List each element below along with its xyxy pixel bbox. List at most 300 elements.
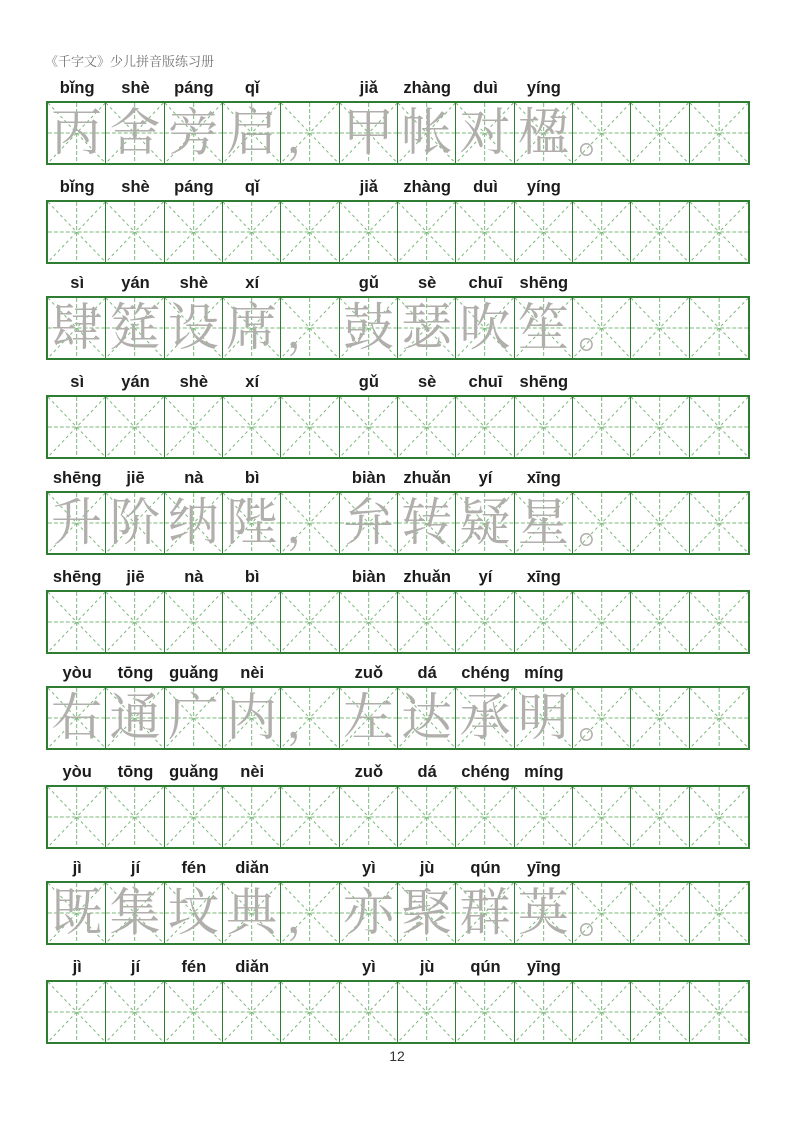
mi-grid-guide-lines xyxy=(165,883,222,943)
pinyin-syllable: jí xyxy=(130,859,141,877)
empty-cell xyxy=(690,103,748,163)
pinyin-syllable: qǐ xyxy=(244,79,260,97)
mi-grid-guide-lines xyxy=(106,982,163,1042)
pinyin-syllable: biàn xyxy=(351,469,386,487)
pinyin-syllable: dá xyxy=(417,763,437,781)
trace-character: 阶 xyxy=(109,493,161,553)
write-cell xyxy=(690,787,748,847)
trace-cell xyxy=(106,883,164,943)
mi-grid-guide-lines xyxy=(690,202,748,262)
pinyin-syllable: dá xyxy=(417,664,437,682)
pinyin-syllable: biàn xyxy=(351,568,386,586)
mi-grid-guide-lines xyxy=(398,202,455,262)
pinyin-syllable: yīng xyxy=(526,859,561,877)
trace-cell xyxy=(165,493,223,553)
mi-grid-guide-lines xyxy=(515,103,572,163)
trace-cell xyxy=(573,298,631,358)
mi-grid-guide-lines xyxy=(690,787,748,847)
mi-grid-guide-lines xyxy=(515,298,572,358)
write-cell xyxy=(281,982,339,1042)
mi-grid-guide-lines xyxy=(573,103,630,163)
mi-grid-guide-lines xyxy=(48,103,105,163)
trace-character: 英 xyxy=(517,883,569,943)
mi-grid-guide-lines xyxy=(398,787,455,847)
pinyin-row xyxy=(48,468,748,488)
pinyin-syllable: shè xyxy=(179,274,209,292)
mi-grid-guide-lines xyxy=(223,592,280,652)
pinyin-syllable: míng xyxy=(524,664,564,682)
mi-grid-guide-lines xyxy=(631,493,688,553)
trace-cell xyxy=(106,688,164,748)
mi-grid-guide-lines xyxy=(456,982,513,1042)
pinyin-syllable: páng xyxy=(174,178,214,196)
mi-grid-guide-lines xyxy=(106,202,163,262)
pinyin-row xyxy=(48,762,748,782)
mi-grid-guide-lines xyxy=(515,982,572,1042)
practice-sections xyxy=(48,78,748,1053)
trace-cell xyxy=(398,688,456,748)
trace-cell xyxy=(573,103,631,163)
mi-grid-guide-lines xyxy=(281,103,338,163)
mi-grid-guide-lines xyxy=(165,493,222,553)
trace-punctuation: 。 xyxy=(577,499,624,553)
mi-grid-guide-lines xyxy=(281,493,338,553)
trace-cell xyxy=(340,103,398,163)
mi-grid-guide-lines xyxy=(456,103,513,163)
write-cell xyxy=(340,982,398,1042)
pinyin-syllable: xīng xyxy=(526,568,561,586)
trace-character: 亦 xyxy=(342,883,394,943)
mi-grid-guide-lines xyxy=(165,103,222,163)
trace-character: 升 xyxy=(51,493,103,553)
pinyin-syllable: nà xyxy=(184,469,204,487)
write-cell xyxy=(515,982,573,1042)
pinyin-syllable: gǔ xyxy=(358,373,379,391)
trace-character: 筵 xyxy=(109,298,161,358)
pinyin-syllable: jiē xyxy=(126,469,145,487)
mi-grid-guide-lines xyxy=(631,592,688,652)
trace-grid-row xyxy=(46,686,750,750)
pinyin-syllable: sì xyxy=(70,274,85,292)
trace-cell xyxy=(223,688,281,748)
mi-grid-guide-lines xyxy=(631,883,688,943)
mi-grid-guide-lines xyxy=(690,298,748,358)
empty-cell xyxy=(690,688,748,748)
mi-grid-guide-lines xyxy=(398,298,455,358)
pinyin-syllable: bǐng xyxy=(59,178,95,196)
trace-cell xyxy=(165,883,223,943)
trace-character: 吹 xyxy=(459,298,511,358)
pinyin-syllable: yíng xyxy=(526,178,561,196)
mi-grid-guide-lines xyxy=(456,787,513,847)
trace-cell xyxy=(281,298,339,358)
trace-cell xyxy=(281,688,339,748)
pinyin-row xyxy=(48,177,748,197)
pinyin-syllable: jì xyxy=(72,859,82,877)
mi-grid-guide-lines xyxy=(515,397,572,457)
trace-punctuation: ， xyxy=(286,889,333,943)
write-cell xyxy=(456,982,514,1042)
mi-grid-guide-lines xyxy=(340,202,397,262)
pinyin-syllable: shēng xyxy=(52,469,102,487)
mi-grid-guide-lines xyxy=(690,982,748,1042)
pinyin-syllable: sì xyxy=(70,373,85,391)
mi-grid-guide-lines xyxy=(398,883,455,943)
trace-cell xyxy=(456,298,514,358)
pinyin-syllable: sè xyxy=(417,373,437,391)
trace-punctuation: 。 xyxy=(577,889,624,943)
empty-cell xyxy=(690,493,748,553)
empty-cell xyxy=(631,688,689,748)
write-cell xyxy=(340,202,398,262)
pinyin-row xyxy=(48,567,748,587)
mi-grid-guide-lines xyxy=(223,493,280,553)
trace-character: 对 xyxy=(459,103,511,163)
write-cell xyxy=(398,397,456,457)
mi-grid-guide-lines xyxy=(573,883,630,943)
pinyin-syllable: duì xyxy=(473,79,498,97)
trace-character: 肆 xyxy=(51,298,103,358)
mi-grid-guide-lines xyxy=(631,103,688,163)
write-cell xyxy=(223,397,281,457)
pinyin-syllable: jí xyxy=(130,958,141,976)
write-cell xyxy=(690,592,748,652)
write-cell xyxy=(281,397,339,457)
pinyin-syllable: shēng xyxy=(519,373,569,391)
pinyin-syllable: shè xyxy=(121,178,150,196)
mi-grid-guide-lines xyxy=(690,493,748,553)
write-cell xyxy=(281,202,339,262)
trace-character: 通 xyxy=(109,688,161,748)
mi-grid-guide-lines xyxy=(223,688,280,748)
mi-grid-guide-lines xyxy=(690,883,748,943)
trace-character: 群 xyxy=(459,883,511,943)
mi-grid-guide-lines xyxy=(281,202,338,262)
write-cell xyxy=(515,202,573,262)
trace-character: 疑 xyxy=(459,493,511,553)
trace-cell xyxy=(398,883,456,943)
mi-grid-guide-lines xyxy=(165,592,222,652)
pinyin-row xyxy=(48,78,748,98)
write-cell xyxy=(165,397,223,457)
write-cell xyxy=(223,202,281,262)
write-cell xyxy=(631,202,689,262)
trace-character: 弁 xyxy=(342,493,394,553)
trace-cell xyxy=(48,298,106,358)
mi-grid-guide-lines xyxy=(281,883,338,943)
pinyin-syllable: yīng xyxy=(526,958,561,976)
trace-cell xyxy=(340,493,398,553)
pinyin-row xyxy=(48,663,748,683)
pinyin-syllable: fén xyxy=(181,859,207,877)
pinyin-syllable: chuī xyxy=(468,274,503,292)
mi-grid-guide-lines xyxy=(281,787,338,847)
trace-character: 帐 xyxy=(401,103,453,163)
pinyin-syllable: shè xyxy=(179,373,209,391)
trace-character: 集 xyxy=(109,883,161,943)
pinyin-syllable: zhàng xyxy=(403,79,451,97)
mi-grid-guide-lines xyxy=(515,202,572,262)
pinyin-syllable: fén xyxy=(181,958,207,976)
mi-grid-guide-lines xyxy=(106,493,163,553)
write-cell xyxy=(48,397,106,457)
mi-grid-guide-lines xyxy=(165,298,222,358)
mi-grid-guide-lines xyxy=(340,982,397,1042)
mi-grid-guide-lines xyxy=(398,592,455,652)
trace-cell xyxy=(106,103,164,163)
write-cell xyxy=(631,592,689,652)
write-cell xyxy=(340,397,398,457)
trace-cell xyxy=(48,103,106,163)
mi-grid-guide-lines xyxy=(515,592,572,652)
trace-cell xyxy=(456,883,514,943)
pinyin-syllable: xīng xyxy=(526,469,561,487)
trace-character: 瑟 xyxy=(401,298,453,358)
mi-grid-guide-lines xyxy=(573,982,630,1042)
write-cell xyxy=(398,982,456,1042)
write-cell xyxy=(515,592,573,652)
empty-cell xyxy=(690,298,748,358)
trace-cell xyxy=(515,688,573,748)
mi-grid-guide-lines xyxy=(573,298,630,358)
trace-character: 笙 xyxy=(517,298,569,358)
mi-grid-guide-lines xyxy=(48,592,105,652)
write-cell xyxy=(106,592,164,652)
empty-cell xyxy=(690,883,748,943)
mi-grid-guide-lines xyxy=(223,982,280,1042)
mi-grid-guide-lines xyxy=(106,688,163,748)
trace-character: 旁 xyxy=(167,103,219,163)
mi-grid-guide-lines xyxy=(223,397,280,457)
trace-punctuation: ， xyxy=(286,109,333,163)
mi-grid-guide-lines xyxy=(398,493,455,553)
pinyin-syllable: shēng xyxy=(52,568,102,586)
trace-cell xyxy=(573,493,631,553)
write-cell xyxy=(631,397,689,457)
pinyin-syllable: jì xyxy=(72,958,82,976)
trace-cell xyxy=(165,103,223,163)
pinyin-syllable: zhàng xyxy=(403,178,451,196)
trace-cell xyxy=(281,103,339,163)
write-cell xyxy=(573,592,631,652)
pinyin-syllable: sè xyxy=(417,274,437,292)
mi-grid-guide-lines xyxy=(515,688,572,748)
blank-practice-grid-row xyxy=(46,395,750,459)
mi-grid-guide-lines xyxy=(165,787,222,847)
mi-grid-guide-lines xyxy=(398,103,455,163)
trace-character: 纳 xyxy=(167,493,219,553)
mi-grid-guide-lines xyxy=(690,103,748,163)
pinyin-syllable: xí xyxy=(245,373,260,391)
mi-grid-guide-lines xyxy=(48,982,105,1042)
mi-grid-guide-lines xyxy=(631,298,688,358)
mi-grid-guide-lines xyxy=(631,688,688,748)
mi-grid-guide-lines xyxy=(48,883,105,943)
trace-cell xyxy=(340,298,398,358)
mi-grid-guide-lines xyxy=(631,982,688,1042)
trace-character: 内 xyxy=(226,688,278,748)
trace-cell xyxy=(340,883,398,943)
trace-character: 达 xyxy=(401,688,453,748)
trace-grid-row xyxy=(46,296,750,360)
pinyin-syllable: duì xyxy=(473,178,498,196)
write-cell xyxy=(398,202,456,262)
mi-grid-guide-lines xyxy=(515,883,572,943)
mi-grid-guide-lines xyxy=(515,493,572,553)
mi-grid-guide-lines xyxy=(223,103,280,163)
mi-grid-guide-lines xyxy=(223,202,280,262)
write-cell xyxy=(165,202,223,262)
mi-grid-guide-lines xyxy=(281,982,338,1042)
trace-cell xyxy=(106,493,164,553)
write-cell xyxy=(398,592,456,652)
mi-grid-guide-lines xyxy=(573,397,630,457)
trace-character: 转 xyxy=(401,493,453,553)
pinyin-syllable: guǎng xyxy=(169,763,219,781)
write-cell xyxy=(573,787,631,847)
pinyin-syllable: zuǒ xyxy=(354,763,384,781)
verse-section xyxy=(48,858,748,1044)
mi-grid-guide-lines xyxy=(398,688,455,748)
pinyin-syllable: tōng xyxy=(117,763,154,781)
pinyin-syllable: yì xyxy=(361,958,376,976)
trace-punctuation: 。 xyxy=(577,304,624,358)
pinyin-syllable: nà xyxy=(184,568,204,586)
mi-grid-guide-lines xyxy=(106,883,163,943)
mi-grid-guide-lines xyxy=(573,493,630,553)
pinyin-syllable: zuǒ xyxy=(354,664,384,682)
write-cell xyxy=(515,397,573,457)
mi-grid-guide-lines xyxy=(165,202,222,262)
pinyin-syllable: guǎng xyxy=(169,664,219,682)
trace-character: 星 xyxy=(517,493,569,553)
trace-character: 典 xyxy=(226,883,278,943)
mi-grid-guide-lines xyxy=(631,787,688,847)
trace-character: 广 xyxy=(167,688,219,748)
pinyin-syllable: zhuǎn xyxy=(403,469,451,487)
trace-cell xyxy=(48,688,106,748)
empty-cell xyxy=(631,883,689,943)
mi-grid-guide-lines xyxy=(456,298,513,358)
trace-character: 席 xyxy=(226,298,278,358)
trace-cell xyxy=(165,688,223,748)
mi-grid-guide-lines xyxy=(573,787,630,847)
mi-grid-guide-lines xyxy=(340,883,397,943)
write-cell xyxy=(48,592,106,652)
trace-cell xyxy=(281,883,339,943)
blank-practice-grid-row xyxy=(46,980,750,1044)
write-cell xyxy=(281,592,339,652)
mi-grid-guide-lines xyxy=(398,397,455,457)
trace-cell xyxy=(515,103,573,163)
write-cell xyxy=(398,787,456,847)
trace-cell xyxy=(165,298,223,358)
pinyin-syllable: yòu xyxy=(62,664,92,682)
write-cell xyxy=(340,787,398,847)
mi-grid-guide-lines xyxy=(106,298,163,358)
pinyin-syllable: diǎn xyxy=(235,958,270,976)
pinyin-syllable: qún xyxy=(470,958,501,976)
write-cell xyxy=(165,592,223,652)
mi-grid-guide-lines xyxy=(281,298,338,358)
mi-grid-guide-lines xyxy=(223,883,280,943)
write-cell xyxy=(48,982,106,1042)
trace-character: 陛 xyxy=(226,493,278,553)
mi-grid-guide-lines xyxy=(456,493,513,553)
mi-grid-guide-lines xyxy=(340,103,397,163)
write-cell xyxy=(573,202,631,262)
empty-cell xyxy=(631,103,689,163)
trace-cell xyxy=(515,298,573,358)
trace-character: 鼓 xyxy=(342,298,394,358)
trace-character: 右 xyxy=(51,688,103,748)
mi-grid-guide-lines xyxy=(456,688,513,748)
mi-grid-guide-lines xyxy=(281,397,338,457)
empty-cell xyxy=(631,493,689,553)
trace-cell xyxy=(398,493,456,553)
empty-cell xyxy=(631,298,689,358)
trace-cell xyxy=(515,493,573,553)
page-header-title: 《千字文》少儿拼音版练习册 xyxy=(45,54,215,69)
trace-cell xyxy=(398,298,456,358)
trace-cell xyxy=(48,883,106,943)
trace-grid-row xyxy=(46,491,750,555)
mi-grid-guide-lines xyxy=(631,202,688,262)
pinyin-row xyxy=(48,273,748,293)
pinyin-syllable: bì xyxy=(244,469,260,487)
trace-cell xyxy=(48,493,106,553)
page-number: 12 xyxy=(389,1048,405,1064)
verse-section xyxy=(48,273,748,459)
mi-grid-guide-lines xyxy=(573,688,630,748)
mi-grid-guide-lines xyxy=(456,592,513,652)
write-cell xyxy=(48,787,106,847)
pinyin-syllable: xí xyxy=(245,274,260,292)
blank-practice-grid-row xyxy=(46,200,750,264)
pinyin-syllable: jiǎ xyxy=(359,79,378,97)
mi-grid-guide-lines xyxy=(573,202,630,262)
mi-grid-guide-lines xyxy=(340,397,397,457)
mi-grid-guide-lines xyxy=(456,202,513,262)
mi-grid-guide-lines xyxy=(106,397,163,457)
write-cell xyxy=(281,787,339,847)
mi-grid-guide-lines xyxy=(690,688,748,748)
trace-character: 左 xyxy=(342,688,394,748)
pinyin-syllable: chuī xyxy=(468,373,503,391)
mi-grid-guide-lines xyxy=(48,397,105,457)
trace-punctuation: 。 xyxy=(577,109,624,163)
trace-character: 启 xyxy=(226,103,278,163)
write-cell xyxy=(456,592,514,652)
write-cell xyxy=(456,202,514,262)
verse-section xyxy=(48,468,748,654)
pinyin-syllable: yì xyxy=(361,859,376,877)
mi-grid-guide-lines xyxy=(48,298,105,358)
blank-practice-grid-row xyxy=(46,590,750,654)
mi-grid-guide-lines xyxy=(165,397,222,457)
pinyin-syllable: tōng xyxy=(117,664,154,682)
mi-grid-guide-lines xyxy=(106,103,163,163)
trace-character: 明 xyxy=(517,688,569,748)
blank-practice-grid-row xyxy=(46,785,750,849)
pinyin-syllable: yí xyxy=(478,568,493,586)
trace-cell xyxy=(573,688,631,748)
pinyin-syllable: diǎn xyxy=(235,859,270,877)
trace-punctuation: 。 xyxy=(577,694,624,748)
mi-grid-guide-lines xyxy=(398,982,455,1042)
trace-character: 聚 xyxy=(401,883,453,943)
mi-grid-guide-lines xyxy=(456,883,513,943)
